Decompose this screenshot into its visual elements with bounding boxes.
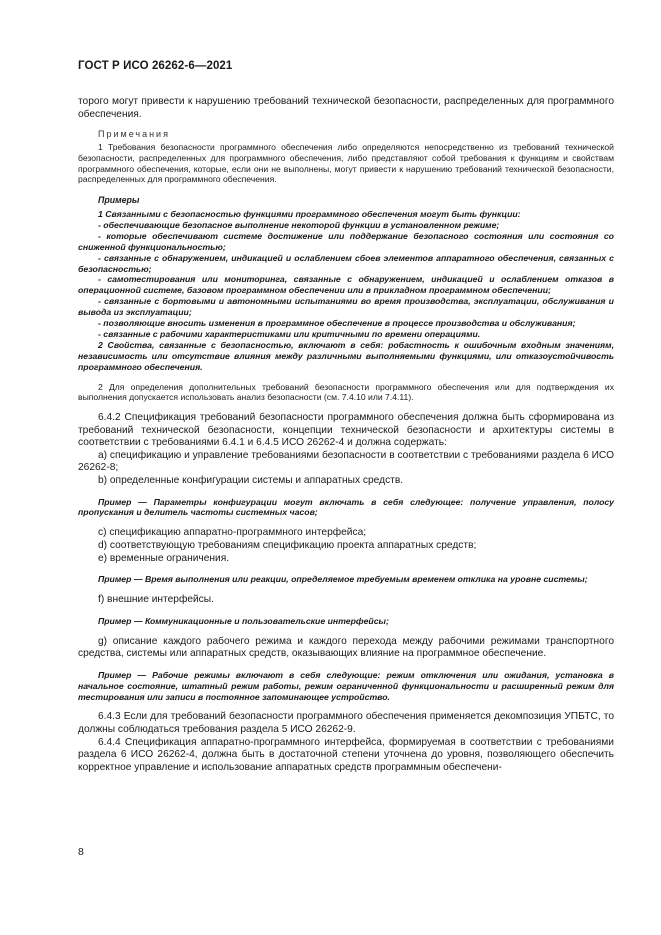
example-config: Пример — Параметры конфигурации могут включать в себя следующее: получение управления, полосу пропускания и делитель частоты системных часов; [78,496,614,518]
document-page [78,60,614,774]
example-line: 2 Свойства, связанные с безопасностью, включают в себя: робастность к ошибочным входным значениям, независимость или отсутствие влияния между различными выполняемыми функциями, или отказоустойчивость программного обеспечения. [78,339,614,372]
paragraph-6-4-3: 6.4.3 Если для требований безопасности программного обеспечения применяется декомпозиция УПБТС, то должны соблюдаться требования раздела 5 ИСО 26262-9. [78,711,614,736]
example-modes: Пример — Рабочие режимы включают в себя следующие: режим отключения или ожидания, установка в начальное состояние, штатный режим работы, режим ограниченной функциональности и расширенный режим для тестирования или записи в постоянное запоминающее устройство. [78,669,614,702]
page-number: 8 [78,846,84,858]
examples-heading: Примеры [98,195,140,205]
example-line: - связанные с рабочими характеристиками или критичными по времени операциями. [98,328,481,339]
example-line: - связанные с бортовыми и автономными испытаниями во время производства, эксплуатации, обслуживания и вывода из эксплуатации; [78,296,614,318]
list-item-d: d) соответствующую требованиям спецификацию проекта аппаратных средств; [98,539,477,551]
list-item-e: e) временные ограничения. [98,552,230,564]
paragraph-6-4-2: 6.4.2 Спецификация требований безопасности программного обеспечения должна быть сформирована из требований технической безопасности, концепции технической безопасности и архитектуры системы в соответствии с требованиями 6.4.1 и 6.4.5 ИСО 26262-4 и должна содержать: [78,412,614,449]
examples-list [78,209,614,373]
example-line: - самотестирования или мониторинга, связанные с обнаружением, индикацией и ослаблением отказов в операционной системе, базовом программном обеспечении или в прикладном программном обеспечении; [78,274,614,296]
list-item-f: f) внешние интерфейсы. [98,594,214,606]
example-interfaces: Пример — Коммуникационные и пользовательские интерфейсы; [98,615,389,626]
note-2: 2 Для определения дополнительных требований безопасности программного обеспечения или для подтверждения их выполнения допускается использовать анализ безопасности (см. 7.4.10 или 7.4.11). [78,381,614,403]
paragraph-6-4-4: 6.4.4 Спецификация аппаратно-программного интерфейса, формируемая в соответствии с требованиями раздела 6 ИСО 26262-4, должна быть в достаточной степени уточнена до уровня, позволяющего обеспечить корректное управление и использование аппаратных средств программным обеспечени- [78,736,614,773]
note-1: 1 Требования безопасности программного обеспечения либо определяются непосредственно из требований технической безопасности, распределенных для программного обеспечения, либо представляют собой требования к функциям и свойствам программного обеспечения, которые, если они не выполнены, могут привести к нарушению требований технической безопасности, распределенных для программного обеспечения. [78,142,614,185]
example-line: - позволяющие вносить изменения в программное обеспечение в процессе производства и обслуживания; [98,318,576,329]
intro-paragraph: торого могут привести к нарушению требований технической безопасности, распределенных для программного обеспечения. [78,96,614,120]
list-item-b: b) определенные конфигурации системы и аппаратных средств. [98,474,404,486]
example-timing: Пример — Время выполнения или реакции, определяемое требуемым временем отклика на уровне системы; [98,574,588,585]
list-item-a: a) спецификацию и управление требованиями безопасности в соответствии с требованиями раздела 6 ИСО 26262-8; [78,449,614,474]
example-line: - которые обеспечивают системе достижение или поддержание безопасного состояния или состояния со сниженной функциональностью; [78,230,614,252]
notes-heading: Примечания [98,129,170,140]
example-line: 1 Связанными с безопасностью функциями программного обеспечения могут быть функции: [98,209,521,219]
example-line: - обеспечивающие безопасное выполнение некоторой функции в установленном режиме; [98,219,500,230]
list-item-c: c) спецификацию аппаратно-программного интерфейса; [98,527,367,539]
example-line: - связанные с обнаружением, индикацией и ослаблением сбоев элементов аппаратного обеспечения, связанных с безопасностью; [78,252,614,274]
list-item-g: g) описание каждого рабочего режима и каждого перехода между рабочими режимами транспортного средства, системы или аппаратных средств, оказывающих влияние на программное обеспечение. [78,635,614,660]
page-header-title: ГОСТ Р ИСО 26262-6—2021 [78,60,233,72]
